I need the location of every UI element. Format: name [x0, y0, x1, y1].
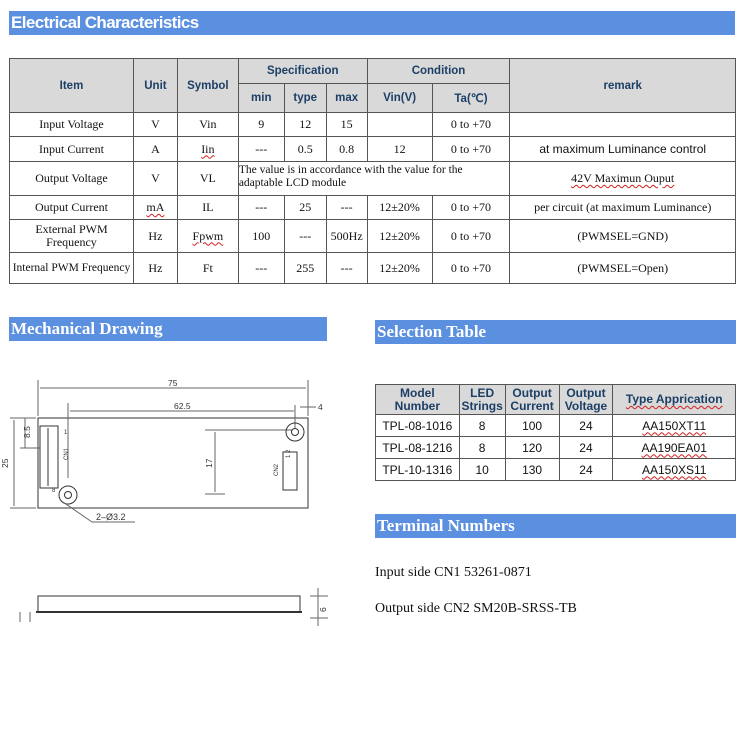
- sel-header-voltage: Output Voltage: [559, 385, 613, 415]
- dim-17: 17: [204, 458, 214, 468]
- terminal-input: Input side CN1 53261-0871: [375, 565, 532, 580]
- row-symbol: Ft: [177, 253, 238, 284]
- row-ta: 0 to +70: [432, 253, 510, 284]
- row-item: Output Voltage: [10, 162, 134, 196]
- table-row: [376, 437, 736, 459]
- terminal-title: Terminal Numbers: [377, 516, 515, 535]
- row-vin: 12: [367, 137, 432, 162]
- sel-voltage: 24: [559, 437, 613, 459]
- sel-led: 8: [459, 437, 505, 459]
- sel-led: 10: [459, 459, 505, 481]
- row-item: External PWM Frequency: [10, 220, 134, 253]
- sel-current: 130: [505, 459, 559, 481]
- label-cn2: CN2: [274, 463, 280, 476]
- row-ta: 0 to +70: [432, 137, 510, 162]
- row-remark: [510, 162, 736, 196]
- table-row: [10, 196, 736, 220]
- header-item: Item: [10, 59, 134, 113]
- row-type: 0.5: [284, 137, 326, 162]
- board-outline: [38, 418, 308, 508]
- label-pin12: 1 2: [286, 449, 292, 458]
- sel-model: TPL-08-1216: [376, 437, 460, 459]
- sel-header-type: [613, 385, 736, 415]
- row-type: 255: [284, 253, 326, 284]
- mechanical-drawing: [0, 370, 340, 640]
- selection-table: [375, 384, 736, 481]
- table-row: [10, 162, 736, 196]
- row-symbol: Iin: [177, 137, 238, 162]
- row-vin: 12±20%: [367, 253, 432, 284]
- sel-type: [613, 459, 736, 481]
- row-vin: 12±20%: [367, 220, 432, 253]
- electrical-title: Electrical Characteristics: [11, 13, 199, 32]
- label-pin8: 8: [52, 488, 56, 494]
- row-remark: (PWMSEL=Open): [510, 253, 736, 284]
- row-remark: (PWMSEL=GND): [510, 220, 736, 253]
- header-ta: Ta(℃): [432, 84, 510, 113]
- table-row: [10, 137, 736, 162]
- selection-title: Selection Table: [377, 322, 487, 341]
- dim-4: 4: [318, 402, 323, 412]
- sel-voltage: 24: [559, 459, 613, 481]
- row-unit: mA: [133, 196, 177, 220]
- selection-header: [375, 320, 736, 344]
- row-remark: [510, 113, 736, 137]
- row-max: 15: [326, 113, 367, 137]
- row-min: 100: [238, 220, 284, 253]
- dim-25: 25: [0, 458, 10, 468]
- sel-header-type-text: Type Apprication: [625, 392, 723, 406]
- row-max: ---: [326, 253, 367, 284]
- row-ta: 0 to +70: [432, 220, 510, 253]
- row-span-text: The value is in accordance with the value for the adaptable LCD module: [238, 162, 510, 196]
- dim-62-5: 62.5: [174, 401, 191, 411]
- row-item: Internal PWM Frequency: [10, 253, 134, 284]
- header-min: min: [238, 84, 284, 113]
- header-vin: Vin(V): [367, 84, 432, 113]
- table-row: [10, 253, 736, 284]
- sel-type-text: AA150XS11: [641, 462, 707, 477]
- sel-type-text: AA190EA01: [641, 440, 707, 455]
- electrical-header: [9, 11, 735, 35]
- row-type: 25: [284, 196, 326, 220]
- label-cn1: CN1: [64, 447, 70, 460]
- dim-75: 75: [168, 378, 178, 388]
- dim-holes: 2–Ø3.2: [96, 512, 126, 522]
- label-pin1: 1: [64, 430, 68, 436]
- row-symbol: Fpwm: [177, 220, 238, 253]
- row-symbol: IL: [177, 196, 238, 220]
- sel-type-text: AA150XT11: [642, 418, 707, 433]
- row-max: 0.8: [326, 137, 367, 162]
- row-type: ---: [284, 220, 326, 253]
- table-row: [376, 415, 736, 437]
- sel-type: [613, 415, 736, 437]
- sel-type: [613, 437, 736, 459]
- row-unit: V: [133, 162, 177, 196]
- table-row: [10, 220, 736, 253]
- row-unit: Hz: [133, 220, 177, 253]
- sel-header-led: LED Strings: [459, 385, 505, 415]
- sel-current: 120: [505, 437, 559, 459]
- row-unit: Hz: [133, 253, 177, 284]
- row-item: Input Current: [10, 137, 134, 162]
- mechanical-header: [9, 317, 327, 341]
- dim-8-5: 8.5: [22, 426, 32, 438]
- row-unit: A: [133, 137, 177, 162]
- row-unit: V: [133, 113, 177, 137]
- table-row: [376, 459, 736, 481]
- row-max: ---: [326, 196, 367, 220]
- row-vin: [367, 113, 432, 137]
- row-ta: 0 to +70: [432, 196, 510, 220]
- terminal-header: [375, 514, 736, 538]
- sel-voltage: 24: [559, 415, 613, 437]
- mechanical-title: Mechanical Drawing: [11, 319, 163, 338]
- row-min: 9: [238, 113, 284, 137]
- row-symbol: Vin: [177, 113, 238, 137]
- row-item: Input Voltage: [10, 113, 134, 137]
- header-specification: Specification: [238, 59, 367, 84]
- sel-current: 100: [505, 415, 559, 437]
- row-min: ---: [238, 137, 284, 162]
- row-remark: per circuit (at maximum Luminance): [510, 196, 736, 220]
- header-symbol: Symbol: [177, 59, 238, 113]
- header-remark: remark: [510, 59, 736, 113]
- terminal-output: Output side CN2 SM20B-SRSS-TB: [375, 601, 577, 616]
- sel-led: 8: [459, 415, 505, 437]
- side-view-outline: [38, 596, 300, 612]
- row-ta: 0 to +70: [432, 113, 510, 137]
- table-row: [10, 113, 736, 137]
- header-max: max: [326, 84, 367, 113]
- header-type: type: [284, 84, 326, 113]
- row-min: ---: [238, 253, 284, 284]
- row-item: Output Current: [10, 196, 134, 220]
- row-symbol: VL: [177, 162, 238, 196]
- row-type: 12: [284, 113, 326, 137]
- electrical-table: [9, 58, 736, 284]
- header-condition: Condition: [367, 59, 510, 84]
- sel-header-model: Model Number: [376, 385, 460, 415]
- sel-header-current: Output Current: [505, 385, 559, 415]
- remark-text: 42V Maximun Ouput: [571, 171, 675, 185]
- row-min: ---: [238, 196, 284, 220]
- sel-model: TPL-10-1316: [376, 459, 460, 481]
- row-vin: 12±20%: [367, 196, 432, 220]
- sel-model: TPL-08-1016: [376, 415, 460, 437]
- row-max: 500Hz: [326, 220, 367, 253]
- dim-6: 6: [318, 607, 328, 612]
- header-unit: Unit: [133, 59, 177, 113]
- row-remark: at maximum Luminance control: [510, 137, 736, 162]
